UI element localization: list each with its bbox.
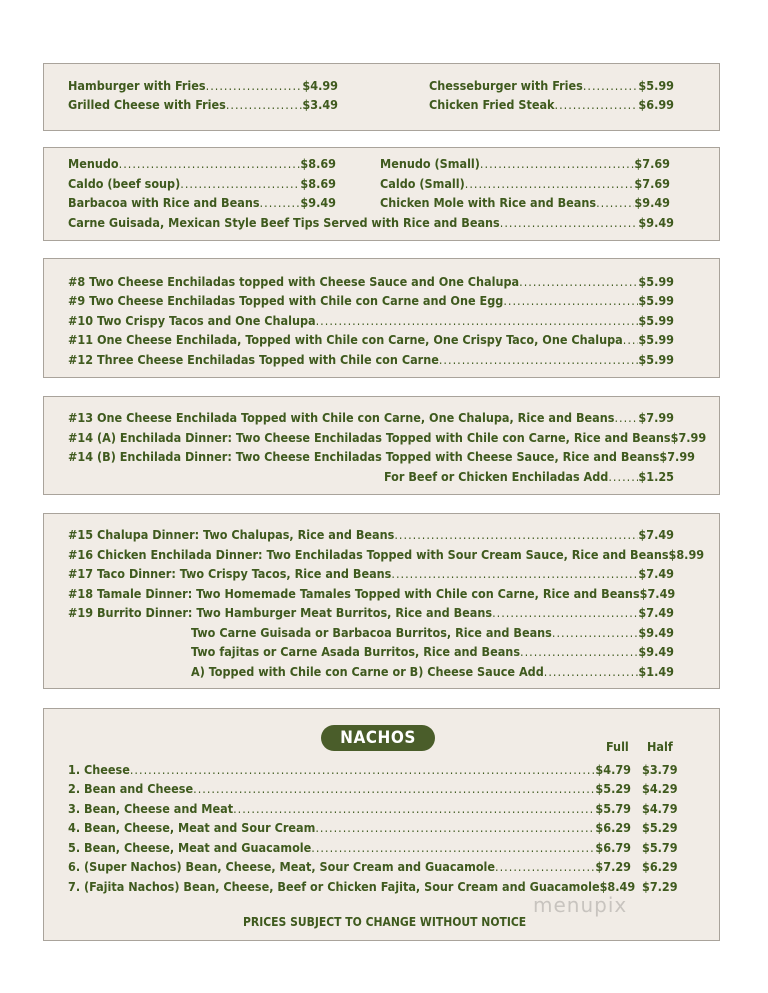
item-name: #10 Two Crispy Tacos and One Chalupa (68, 313, 316, 328)
menu-item (68, 526, 674, 544)
item-name: Carne Guisada, Mexican Style Beef Tips Served with Rice and Beans (68, 215, 500, 230)
item-name: #16 Chicken Enchilada Dinner: Two Enchiladas Topped with Sour Cream Sauce, Rice and Beans (68, 547, 669, 562)
item-price: $8.99 (668, 547, 705, 562)
item-price: $4.99 (302, 78, 338, 93)
menu-item (68, 429, 707, 447)
item-price: $9.49 (634, 195, 670, 210)
menu-item (68, 604, 674, 622)
item-price: $7.49 (638, 566, 674, 581)
item-name: 1. Cheese (68, 762, 130, 777)
menu-item (68, 585, 674, 603)
menu-item (191, 624, 674, 642)
item-price-full: $5.29 (595, 781, 631, 796)
item-price: $5.99 (638, 274, 674, 289)
menu-item (191, 663, 674, 681)
item-name: #13 One Cheese Enchilada Topped with Chile con Carne, One Chalupa, Rice and Beans (68, 410, 615, 425)
item-price: $7.69 (634, 156, 670, 171)
menu-section-enchilada-dinners (43, 396, 720, 495)
item-name: #14 (B) Enchilada Dinner: Two Cheese Enchiladas Topped with Cheese Sauce, Rice and Beans (68, 449, 660, 464)
item-price: $5.99 (638, 78, 674, 93)
item-name: Menudo (68, 156, 119, 171)
item-price: $9.49 (638, 644, 674, 659)
section-title-nachos: NACHOS (321, 725, 435, 751)
item-price-half: $5.29 (642, 820, 678, 835)
menu-item (68, 448, 695, 466)
menu-item (68, 546, 705, 564)
column-header-half: Half (647, 739, 673, 754)
item-name: 2. Bean and Cheese (68, 781, 194, 796)
item-price: $7.99 (659, 449, 695, 464)
item-price-full: $7.29 (595, 859, 631, 874)
item-name: 4. Bean, Cheese, Meat and Sour Cream (68, 820, 316, 835)
item-price: $8.69 (300, 176, 336, 191)
item-price: $7.49 (639, 586, 676, 601)
item-name: 5. Bean, Cheese, Meat and Guacamole (68, 840, 312, 855)
item-name: Caldo (Small) (380, 176, 465, 191)
item-price-half: $5.79 (642, 840, 678, 855)
menu-item (68, 155, 336, 173)
menu-item (68, 331, 674, 349)
item-name: For Beef or Chicken Enchiladas Add (384, 469, 609, 484)
item-name: Menudo (Small) (380, 156, 480, 171)
item-price-full: $8.49 (599, 879, 636, 894)
item-name: #12 Three Cheese Enchiladas Topped with Chile con Carne (68, 352, 439, 367)
menu-item (68, 351, 674, 369)
menu-item (380, 155, 670, 173)
item-price: $7.69 (634, 176, 670, 191)
item-name: Chicken Mole with Rice and Beans (380, 195, 597, 210)
item-price-half: $4.79 (642, 801, 678, 816)
menu-item (68, 194, 336, 212)
menu-item (68, 780, 631, 798)
item-name: #14 (A) Enchilada Dinner: Two Cheese Enchiladas Topped with Chile con Carne, Rice and Beans (68, 430, 671, 445)
menu-section-burgers (43, 63, 720, 131)
item-name: #18 Tamale Dinner: Two Homemade Tamales Topped with Chile con Carne, Rice and Beans (68, 586, 640, 601)
menu-section-combos (43, 258, 720, 378)
item-name: Caldo (beef soup) (68, 176, 181, 191)
menu-item (68, 565, 674, 583)
menu-item (68, 312, 674, 330)
item-name: 6. (Super Nachos) Bean, Cheese, Meat, Sour Cream and Guacamole (68, 859, 496, 874)
item-price-half: $4.29 (642, 781, 678, 796)
item-name: #15 Chalupa Dinner: Two Chalupas, Rice and Beans (68, 527, 395, 542)
menu-item (68, 96, 338, 114)
item-name: #19 Burrito Dinner: Two Hamburger Meat Burritos, Rice and Beans (68, 605, 493, 620)
menu-item (68, 409, 674, 427)
item-price-half: $3.79 (642, 762, 678, 777)
item-name: Grilled Cheese with Fries (68, 97, 226, 112)
item-price: $5.99 (638, 293, 674, 308)
menu-item (68, 273, 674, 291)
item-price: $7.49 (638, 605, 674, 620)
item-price-full: $6.79 (595, 840, 631, 855)
item-price: $6.99 (638, 97, 674, 112)
menu-item (68, 819, 631, 837)
item-name: Chesseburger with Fries (429, 78, 583, 93)
menu-item (68, 761, 631, 779)
item-price: $1.25 (638, 469, 674, 484)
menu-item (384, 468, 674, 486)
item-price: $7.99 (670, 430, 707, 445)
item-name: Hamburger with Fries (68, 78, 206, 93)
item-name: #11 One Cheese Enchilada, Topped with Chile con Carne, One Crispy Taco, One Chalupa (68, 332, 623, 347)
item-price: $8.69 (300, 156, 336, 171)
item-price: $5.99 (638, 332, 674, 347)
item-name: #8 Two Cheese Enchiladas topped with Cheese Sauce and One Chalupa (68, 274, 520, 289)
menu-item (429, 77, 674, 95)
menu-item (380, 175, 670, 193)
item-price: $7.99 (638, 410, 674, 425)
item-name: Two fajitas or Carne Asada Burritos, Rice and Beans (191, 644, 521, 659)
menu-item (68, 292, 674, 310)
menu-item (68, 858, 631, 876)
menu-item (429, 96, 674, 114)
menu-item (68, 839, 631, 857)
menu-item (380, 194, 670, 212)
item-name: #9 Two Cheese Enchiladas Topped with Chile con Carne and One Egg (68, 293, 504, 308)
item-price-full: $5.79 (595, 801, 631, 816)
item-name: Two Carne Guisada or Barbacoa Burritos, Rice and Beans (191, 625, 552, 640)
menu-item (68, 77, 338, 95)
menu-section-dinners (43, 513, 720, 689)
menu-item (191, 643, 674, 661)
item-name: Barbacoa with Rice and Beans (68, 195, 260, 210)
item-price: $9.49 (638, 215, 674, 230)
item-price-half: $6.29 (642, 859, 678, 874)
item-price: $7.49 (638, 527, 674, 542)
menu-item (68, 214, 674, 232)
watermark: menupix (533, 893, 628, 917)
menu-item (68, 175, 336, 193)
item-name: A) Topped with Chile con Carne or B) Cheese Sauce Add (191, 664, 544, 679)
item-price: $9.49 (638, 625, 674, 640)
item-price: $9.49 (300, 195, 336, 210)
item-price: $5.99 (638, 352, 674, 367)
item-price: $5.99 (638, 313, 674, 328)
item-name: #17 Taco Dinner: Two Crispy Tacos, Rice and Beans (68, 566, 392, 581)
item-name: 7. (Fajita Nachos) Bean, Cheese, Beef or Chicken Fajita, Sour Cream and Guacamole (68, 879, 600, 894)
item-price: $1.49 (638, 664, 674, 679)
item-price: $3.49 (302, 97, 338, 112)
menu-section-soups (43, 147, 720, 241)
column-header-full: Full (606, 739, 629, 754)
item-price-full: $6.29 (595, 820, 631, 835)
item-price-full: $4.79 (595, 762, 631, 777)
item-price-half: $7.29 (642, 879, 678, 894)
item-name: 3. Bean, Cheese and Meat (68, 801, 234, 816)
menu-item (68, 800, 631, 818)
price-disclaimer: PRICES SUBJECT TO CHANGE WITHOUT NOTICE (243, 915, 527, 929)
item-name: Chicken Fried Steak (429, 97, 555, 112)
